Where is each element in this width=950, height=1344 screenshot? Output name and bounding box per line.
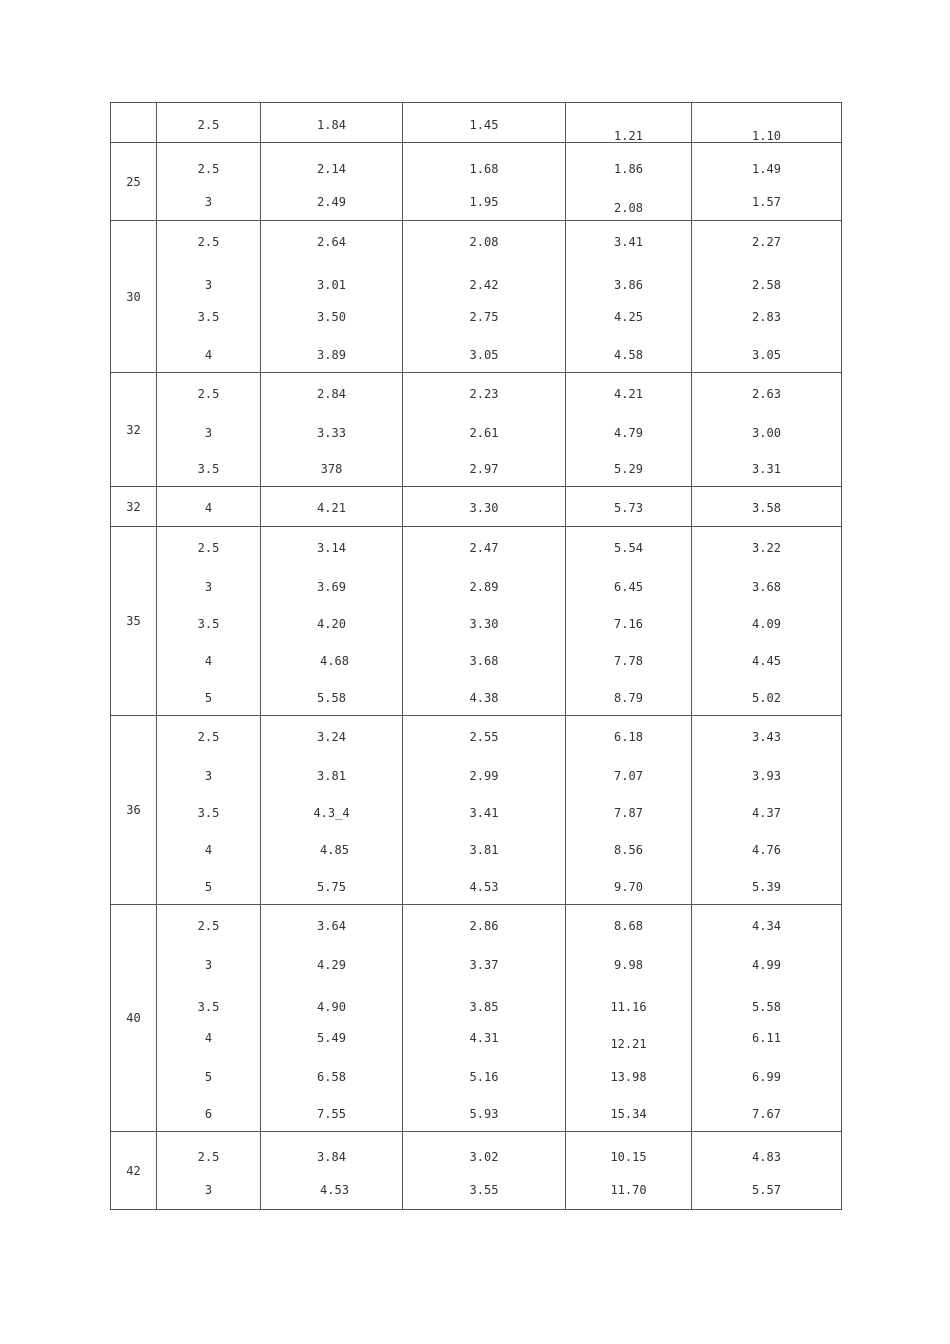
value-line: 5: [204, 691, 213, 705]
value-line: 10.15: [610, 1150, 647, 1164]
value-line: 3.5: [197, 806, 220, 820]
value-line: 3: [204, 278, 213, 292]
value-line: 12.21: [610, 1037, 647, 1051]
value-line: 4.76: [752, 843, 781, 857]
value-cell: [157, 716, 261, 905]
pipe-spec-table: [110, 102, 842, 1210]
value-cell: [261, 221, 403, 373]
value-line: 5.58: [317, 691, 346, 705]
outer-diameter-cell: [111, 103, 157, 143]
value-line: 3.43: [752, 730, 781, 744]
value-line: 8.79: [614, 691, 643, 705]
value-cell: [157, 487, 261, 527]
value-line: 2.23: [469, 387, 499, 401]
value-cell: [403, 716, 566, 905]
value-line: 3.89: [317, 348, 346, 362]
value-line: 7.07: [614, 769, 643, 783]
value-line: 3.33: [317, 426, 346, 440]
value-line: 3.81: [469, 843, 499, 857]
value-line: 6.45: [614, 580, 643, 594]
value-cell: [157, 905, 261, 1132]
value-line: 7.55: [317, 1107, 346, 1121]
value-cell: [566, 103, 692, 143]
value-cell: [261, 716, 403, 905]
value-line: 4.85: [320, 843, 349, 857]
value-cell: [566, 905, 692, 1132]
value-line: 4: [204, 501, 213, 515]
value-line: 4.21: [317, 501, 346, 515]
value-line: 2.42: [469, 278, 499, 292]
value-line: 2.63: [752, 387, 781, 401]
value-line: 6.18: [614, 730, 643, 744]
outer-diameter-cell: 30: [111, 221, 157, 373]
value-line: 2.47: [469, 541, 499, 555]
value-cell: [261, 1132, 403, 1210]
value-line: 2.83: [752, 310, 781, 324]
outer-diameter-cell: 32: [111, 373, 157, 487]
value-cell: [157, 103, 261, 143]
value-line: 2.89: [469, 580, 499, 594]
value-line: 3.5: [197, 310, 220, 324]
value-line: 3.41: [469, 806, 499, 820]
value-line: 2.55: [469, 730, 499, 744]
value-line: 6.11: [752, 1031, 781, 1045]
value-line: 6.58: [317, 1070, 346, 1084]
value-line: 3.50: [317, 310, 346, 324]
value-line: 4: [204, 348, 213, 362]
value-line: 2.61: [469, 426, 499, 440]
value-line: 3.05: [469, 348, 499, 362]
value-cell: [157, 1132, 261, 1210]
value-cell: [566, 1132, 692, 1210]
value-line: 2.64: [317, 235, 346, 249]
value-line: 2.5: [197, 919, 220, 933]
value-line: 4.3_4: [313, 806, 350, 820]
value-cell: [403, 221, 566, 373]
value-line: 11.70: [610, 1183, 647, 1197]
value-line: 2.5: [197, 118, 220, 132]
table-row: [111, 1132, 842, 1210]
value-line: 1.10: [752, 129, 781, 143]
value-line: 4.68: [320, 654, 349, 668]
value-cell: [566, 143, 692, 221]
value-cell: [261, 143, 403, 221]
value-cell: [157, 221, 261, 373]
value-cell: [261, 905, 403, 1132]
value-line: 3.5: [197, 462, 220, 476]
value-line: 5.73: [614, 501, 643, 515]
value-line: 4.90: [317, 1000, 346, 1014]
value-line: 3.31: [752, 462, 781, 476]
value-line: 8.56: [614, 843, 643, 857]
value-cell: [403, 103, 566, 143]
value-line: 3.84: [317, 1150, 346, 1164]
value-line: 1.57: [752, 195, 781, 209]
value-line: 3.86: [614, 278, 643, 292]
value-cell: [566, 487, 692, 527]
value-line: 4.37: [752, 806, 781, 820]
value-line: 4: [204, 843, 213, 857]
outer-diameter-cell: 35: [111, 527, 157, 716]
value-cell: [261, 103, 403, 143]
value-cell: [566, 716, 692, 905]
value-line: 9.70: [614, 880, 643, 894]
value-line: 2.84: [317, 387, 346, 401]
value-line: 2.5: [197, 730, 220, 744]
value-line: 5.57: [752, 1183, 781, 1197]
value-line: 5.75: [317, 880, 346, 894]
value-cell: [692, 905, 842, 1132]
value-line: 2.08: [469, 235, 499, 249]
value-cell: [566, 373, 692, 487]
value-line: 4.53: [469, 880, 499, 894]
value-line: 5.54: [614, 541, 643, 555]
value-cell: [403, 143, 566, 221]
value-line: 3.68: [752, 580, 781, 594]
value-cell: [692, 373, 842, 487]
value-line: 6.99: [752, 1070, 781, 1084]
value-line: 1.45: [469, 118, 499, 132]
value-line: 2.14: [317, 162, 346, 176]
value-line: 4.99: [752, 958, 781, 972]
value-cell: [692, 1132, 842, 1210]
table-row: [111, 487, 842, 527]
value-line: 3: [204, 769, 213, 783]
value-line: 4.83: [752, 1150, 781, 1164]
value-line: 3.24: [317, 730, 346, 744]
value-line: 2.99: [469, 769, 499, 783]
value-line: 6: [204, 1107, 213, 1121]
value-line: 3.37: [469, 958, 499, 972]
value-cell: [692, 221, 842, 373]
value-line: 2.75: [469, 310, 499, 324]
value-line: 2.49: [317, 195, 346, 209]
value-line: 3.14: [317, 541, 346, 555]
value-cell: [261, 487, 403, 527]
value-line: 4.79: [614, 426, 643, 440]
value-line: 3.30: [469, 501, 499, 515]
value-line: 3: [204, 426, 213, 440]
value-cell: [261, 527, 403, 716]
value-cell: [403, 527, 566, 716]
value-line: 4.45: [752, 654, 781, 668]
value-cell: [692, 143, 842, 221]
value-line: 3.55: [469, 1183, 499, 1197]
value-line: 1.95: [469, 195, 499, 209]
value-line: 3: [204, 580, 213, 594]
value-line: 5: [204, 880, 213, 894]
value-line: 2.08: [614, 201, 643, 215]
table-row: [111, 527, 842, 716]
value-line: 3.00: [752, 426, 781, 440]
value-line: 4: [204, 1031, 213, 1045]
value-cell: [403, 1132, 566, 1210]
value-line: 4.09: [752, 617, 781, 631]
value-line: 3.22: [752, 541, 781, 555]
outer-diameter-cell: 25: [111, 143, 157, 221]
value-line: 8.68: [614, 919, 643, 933]
table-row: [111, 373, 842, 487]
value-cell: [157, 373, 261, 487]
value-line: 3.68: [469, 654, 499, 668]
value-line: 1.49: [752, 162, 781, 176]
outer-diameter-cell: 32: [111, 487, 157, 527]
value-line: 13.98: [610, 1070, 647, 1084]
value-line: 1.21: [614, 129, 643, 143]
value-line: 4.31: [469, 1031, 499, 1045]
value-line: 7.67: [752, 1107, 781, 1121]
value-line: 3.30: [469, 617, 499, 631]
value-line: 4: [204, 654, 213, 668]
value-line: 2.5: [197, 387, 220, 401]
value-line: 5.49: [317, 1031, 346, 1045]
value-cell: [157, 527, 261, 716]
value-line: 4.25: [614, 310, 643, 324]
value-line: 3.93: [752, 769, 781, 783]
value-line: 4.53: [320, 1183, 349, 1197]
value-line: 5.93: [469, 1107, 499, 1121]
value-line: 2.5: [197, 1150, 220, 1164]
value-line: 7.78: [614, 654, 643, 668]
value-line: 3.05: [752, 348, 781, 362]
value-line: 2.5: [197, 235, 220, 249]
value-line: 2.27: [752, 235, 781, 249]
value-line: 1.84: [317, 118, 346, 132]
value-cell: [403, 905, 566, 1132]
value-cell: [566, 527, 692, 716]
value-line: 4.20: [317, 617, 346, 631]
value-cell: [692, 527, 842, 716]
value-line: 5.58: [752, 1000, 781, 1014]
value-line: 3: [204, 1183, 213, 1197]
value-line: 4.21: [614, 387, 643, 401]
value-line: 4.29: [317, 958, 346, 972]
value-line: 1.68: [469, 162, 499, 176]
value-line: 3.5: [197, 1000, 220, 1014]
table-row: [111, 716, 842, 905]
value-line: 2.5: [197, 541, 220, 555]
outer-diameter-cell: 36: [111, 716, 157, 905]
value-line: 1.86: [614, 162, 643, 176]
value-cell: [403, 487, 566, 527]
value-line: 2.58: [752, 278, 781, 292]
value-cell: [692, 716, 842, 905]
value-line: 2.5: [197, 162, 220, 176]
value-line: 2.97: [469, 462, 499, 476]
table-row: [111, 103, 842, 143]
value-line: 3.85: [469, 1000, 499, 1014]
value-line: 15.34: [610, 1107, 647, 1121]
value-cell: [566, 221, 692, 373]
value-line: 3.81: [317, 769, 346, 783]
value-line: 2.86: [469, 919, 499, 933]
value-line: 4.58: [614, 348, 643, 362]
value-line: 4.38: [469, 691, 499, 705]
value-line: 5.02: [752, 691, 781, 705]
table-row: [111, 221, 842, 373]
value-line: 4.34: [752, 919, 781, 933]
value-line: 3: [204, 958, 213, 972]
outer-diameter-cell: 42: [111, 1132, 157, 1210]
value-line: 3: [204, 195, 213, 209]
value-cell: [692, 487, 842, 527]
value-line: 3.64: [317, 919, 346, 933]
value-line: 3.5: [197, 617, 220, 631]
value-line: 5: [204, 1070, 213, 1084]
value-line: 11.16: [610, 1000, 647, 1014]
value-line: 7.87: [614, 806, 643, 820]
value-cell: [157, 143, 261, 221]
value-line: 378: [320, 462, 343, 476]
table-row: [111, 905, 842, 1132]
value-line: 3.41: [614, 235, 643, 249]
value-line: 3.69: [317, 580, 346, 594]
value-line: 5.16: [469, 1070, 499, 1084]
value-line: 3.01: [317, 278, 346, 292]
value-line: 5.29: [614, 462, 643, 476]
value-cell: [403, 373, 566, 487]
outer-diameter-cell: 40: [111, 905, 157, 1132]
value-line: 9.98: [614, 958, 643, 972]
value-line: 7.16: [614, 617, 643, 631]
value-cell: [261, 373, 403, 487]
value-cell: [692, 103, 842, 143]
value-line: 3.02: [469, 1150, 499, 1164]
table-row: [111, 143, 842, 221]
value-line: 5.39: [752, 880, 781, 894]
value-line: 3.58: [752, 501, 781, 515]
